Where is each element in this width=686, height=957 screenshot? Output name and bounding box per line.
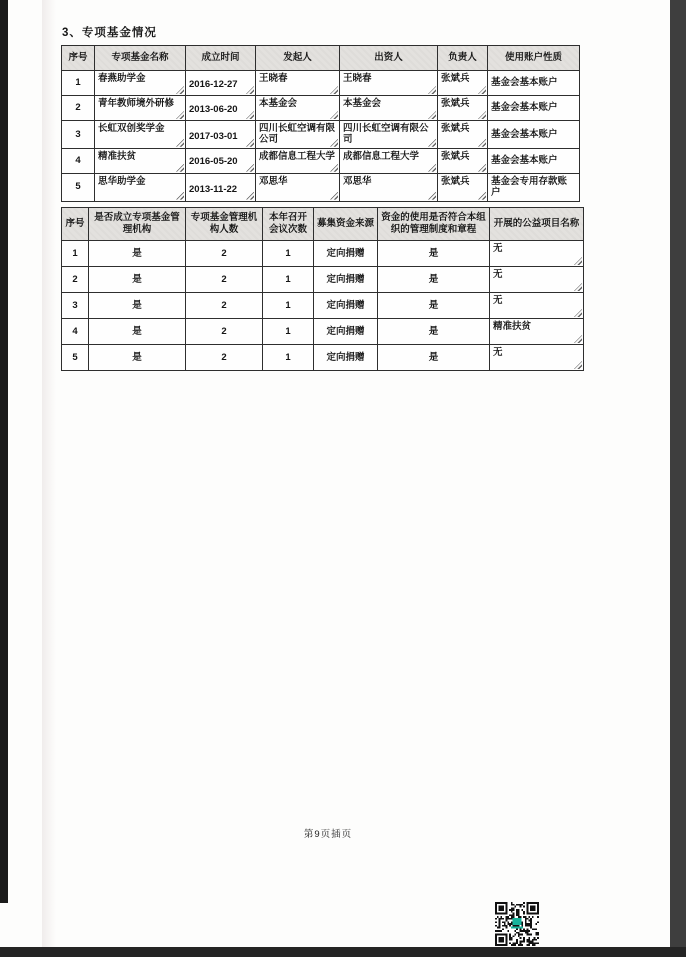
column-header: 发起人: [256, 46, 340, 71]
table-row: [62, 96, 580, 121]
qr-code: [495, 902, 539, 946]
cell-text: 2016-12-27: [189, 78, 238, 90]
cell-text: 是: [428, 273, 439, 285]
cell: [186, 267, 263, 293]
resize-handle-icon: [478, 86, 486, 94]
cell-text: 2: [221, 273, 227, 285]
cell: [263, 319, 314, 345]
cell: [186, 319, 263, 345]
table-row: [62, 267, 584, 293]
table-row: [62, 319, 584, 345]
cell-text: 4: [75, 155, 81, 167]
resize-handle-icon: [428, 139, 436, 147]
cell: [95, 71, 186, 96]
resize-handle-icon: [574, 309, 582, 317]
cell: [340, 173, 438, 201]
cell: [62, 267, 89, 293]
cell-text: 定向捐赠: [326, 273, 365, 285]
cell: [62, 96, 95, 121]
cell: [186, 293, 263, 319]
cell: [490, 293, 584, 319]
resize-handle-icon: [574, 283, 582, 291]
cell: [378, 241, 490, 267]
cell-text: 定向捐赠: [326, 247, 365, 259]
cell: [488, 96, 580, 121]
cell: [62, 71, 95, 96]
cell-text: 精准扶贫: [98, 150, 137, 162]
resize-handle-icon: [176, 111, 184, 119]
cell-text: 春燕助学金: [98, 73, 146, 84]
resize-handle-icon: [246, 164, 254, 172]
cell-text: 基金会基本账户: [491, 102, 558, 114]
cell-text: 成都信息工程大学: [343, 150, 420, 162]
cell: [314, 345, 378, 371]
cell-text: 2013-06-20: [189, 103, 238, 115]
cell-text: 定向捐赠: [326, 299, 365, 311]
cell-text: 长虹双创奖学金: [98, 123, 165, 134]
scan-fold-shadow: [42, 0, 56, 947]
cell: [438, 121, 488, 149]
cell-text: 张斌兵: [441, 98, 470, 109]
cell-text: 基金会基本账户: [491, 128, 558, 140]
cell-text: 1: [72, 247, 78, 259]
cell-text: 4: [72, 325, 78, 337]
cell-text: 本基金会: [343, 98, 382, 109]
cell: [263, 293, 314, 319]
cell: [488, 148, 580, 173]
cell: [488, 173, 580, 201]
cell: [186, 148, 256, 173]
cell: [256, 71, 340, 96]
cell: [62, 293, 89, 319]
special-funds-table-body: [62, 71, 580, 202]
table-row: [62, 71, 580, 96]
cell-text: 2: [221, 325, 227, 337]
resize-handle-icon: [478, 192, 486, 200]
cell: [89, 267, 186, 293]
resize-handle-icon: [176, 86, 184, 94]
resize-handle-icon: [330, 111, 338, 119]
resize-handle-icon: [574, 361, 582, 369]
cell-text: 无: [493, 269, 503, 280]
resize-handle-icon: [246, 139, 254, 147]
cell-text: 2013-11-22: [189, 184, 238, 196]
column-header: 序号: [62, 208, 89, 241]
cell-text: 3: [75, 128, 81, 140]
cell: [490, 241, 584, 267]
scan-edge-bottom: [0, 947, 686, 957]
cell-text: 无: [493, 243, 503, 254]
cell-text: 2: [221, 351, 227, 363]
cell-text: 张斌兵: [441, 175, 470, 187]
cell: [62, 319, 89, 345]
cell: [62, 121, 95, 149]
cell-text: 是: [132, 325, 142, 337]
column-header: 成立时间: [186, 46, 256, 71]
cell-text: 无: [493, 347, 503, 358]
resize-handle-icon: [428, 164, 436, 172]
cell: [438, 148, 488, 173]
cell-text: 四川长虹空调有限公司: [259, 123, 336, 146]
resize-handle-icon: [176, 164, 184, 172]
cell-text: 2: [221, 247, 227, 259]
cell: [186, 345, 263, 371]
cell-text: 2: [221, 299, 227, 311]
column-header: 使用账户性质: [488, 46, 580, 71]
cell-text: 2016-05-20: [189, 156, 238, 168]
cell-text: 2: [72, 273, 78, 285]
cell: [256, 121, 340, 149]
resize-handle-icon: [246, 86, 254, 94]
table-row: [62, 293, 584, 319]
column-header: 专项基金管理机构人数: [186, 208, 263, 241]
cell: [263, 267, 314, 293]
cell: [378, 345, 490, 371]
table-row: [62, 345, 584, 371]
cell-text: 思华助学金: [98, 175, 146, 187]
cell: [95, 148, 186, 173]
resize-handle-icon: [478, 139, 486, 147]
cell-text: 邓思华: [259, 175, 288, 187]
table-row: [62, 121, 580, 149]
cell: [186, 241, 263, 267]
cell-text: 邓思华: [343, 175, 372, 187]
cell: [490, 267, 584, 293]
cell-text: 是: [132, 351, 142, 363]
header-row: [62, 208, 584, 241]
cell: [314, 241, 378, 267]
cell-text: 四川长虹空调有限公司: [343, 123, 429, 146]
cell: [89, 293, 186, 319]
scan-edge-right: [670, 0, 686, 957]
resize-handle-icon: [478, 164, 486, 172]
cell-text: 青年教师境外研修: [98, 98, 175, 109]
cell-text: 是: [428, 325, 439, 337]
cell: [314, 267, 378, 293]
cell: [186, 121, 256, 149]
cell-text: 2: [75, 102, 81, 114]
cell-text: 是: [132, 273, 142, 285]
cell-text: 1: [285, 273, 291, 285]
column-header: 是否成立专项基金管理机构: [89, 208, 186, 241]
cell: [438, 71, 488, 96]
cell-text: 1: [285, 325, 291, 337]
section-title: 3、专项基金情况: [62, 27, 157, 39]
column-header: 负责人: [438, 46, 488, 71]
cell: [186, 71, 256, 96]
resize-handle-icon: [428, 111, 436, 119]
cell: [340, 121, 438, 149]
cell-text: 张斌兵: [441, 73, 470, 84]
cell-text: 3: [72, 299, 78, 311]
cell: [62, 241, 89, 267]
cell: [438, 96, 488, 121]
cell: [314, 293, 378, 319]
cell-text: 无: [493, 295, 503, 306]
cell: [62, 148, 95, 173]
fund-management-table-header: [62, 208, 584, 241]
cell: [490, 345, 584, 371]
cell: [186, 96, 256, 121]
cell-text: 王晓春: [343, 73, 372, 84]
cell-text: 基金会基本账户: [491, 77, 558, 89]
cell-text: 成都信息工程大学: [259, 150, 336, 162]
cell-text: 是: [428, 351, 439, 363]
resize-handle-icon: [330, 139, 338, 147]
cell-text: 2017-03-01: [189, 131, 238, 143]
cell: [340, 148, 438, 173]
cell-text: 本基金会: [259, 98, 298, 109]
resize-handle-icon: [574, 257, 582, 265]
column-header: 开展的公益项目名称: [490, 208, 584, 241]
cell: [488, 71, 580, 96]
resize-handle-icon: [330, 86, 338, 94]
cell: [95, 96, 186, 121]
cell-text: 基金会专用存款账户: [491, 175, 568, 199]
cell: [378, 319, 490, 345]
cell: [62, 173, 95, 201]
resize-handle-icon: [478, 111, 486, 119]
column-header: 出资人: [340, 46, 438, 71]
cell: [488, 121, 580, 149]
special-funds-table-header: [62, 46, 580, 71]
cell-text: 定向捐赠: [326, 351, 365, 363]
special-funds-table: [61, 45, 580, 202]
cell: [186, 173, 256, 201]
cell: [256, 148, 340, 173]
cell: [263, 241, 314, 267]
cell-text: 是: [132, 247, 142, 259]
resize-handle-icon: [330, 192, 338, 200]
resize-handle-icon: [246, 111, 254, 119]
fund-management-table: [61, 207, 584, 371]
page-footer: 第9页插页: [303, 829, 353, 840]
cell: [438, 173, 488, 201]
resize-handle-icon: [428, 192, 436, 200]
cell: [89, 241, 186, 267]
cell-text: 5: [75, 181, 81, 193]
header-row: [62, 46, 580, 71]
cell: [89, 319, 186, 345]
column-header: 募集资金来源: [314, 208, 378, 241]
cell-text: 1: [285, 247, 291, 259]
qr-code-image: [495, 902, 539, 946]
cell-text: 1: [285, 351, 291, 363]
column-header: 专项基金名称: [95, 46, 186, 71]
cell: [378, 267, 490, 293]
cell: [340, 96, 438, 121]
table-row: [62, 173, 580, 201]
cell: [490, 319, 584, 345]
cell-text: 是: [428, 299, 439, 311]
cell: [95, 173, 186, 201]
table-row: [62, 241, 584, 267]
cell-text: 王晓春: [259, 73, 288, 84]
cell-text: 5: [72, 351, 78, 363]
cell: [256, 173, 340, 201]
resize-handle-icon: [246, 192, 254, 200]
cell-text: 1: [285, 299, 291, 311]
resize-handle-icon: [330, 164, 338, 172]
column-header: 序号: [62, 46, 95, 71]
cell: [263, 345, 314, 371]
cell-text: 张斌兵: [441, 123, 470, 134]
table-row: [62, 148, 580, 173]
cell: [256, 96, 340, 121]
cell-text: 基金会基本账户: [491, 155, 558, 167]
resize-handle-icon: [574, 335, 582, 343]
cell-text: 张斌兵: [441, 150, 470, 162]
cell: [314, 319, 378, 345]
cell-text: 精准扶贫: [493, 321, 532, 332]
cell-text: 1: [75, 77, 81, 89]
cell: [340, 71, 438, 96]
column-header: 本年召开会议次数: [263, 208, 314, 241]
fund-management-table-body: [62, 241, 584, 371]
resize-handle-icon: [428, 86, 436, 94]
scan-edge-left: [0, 0, 8, 903]
resize-handle-icon: [176, 192, 184, 200]
cell: [89, 345, 186, 371]
cell-text: 是: [132, 299, 142, 311]
cell-text: 定向捐赠: [326, 325, 365, 337]
cell-text: 是: [428, 247, 439, 259]
resize-handle-icon: [176, 139, 184, 147]
cell: [378, 293, 490, 319]
cell: [95, 121, 186, 149]
column-header: 资金的使用是否符合本组织的管理制度和章程: [378, 208, 490, 241]
cell: [62, 345, 89, 371]
